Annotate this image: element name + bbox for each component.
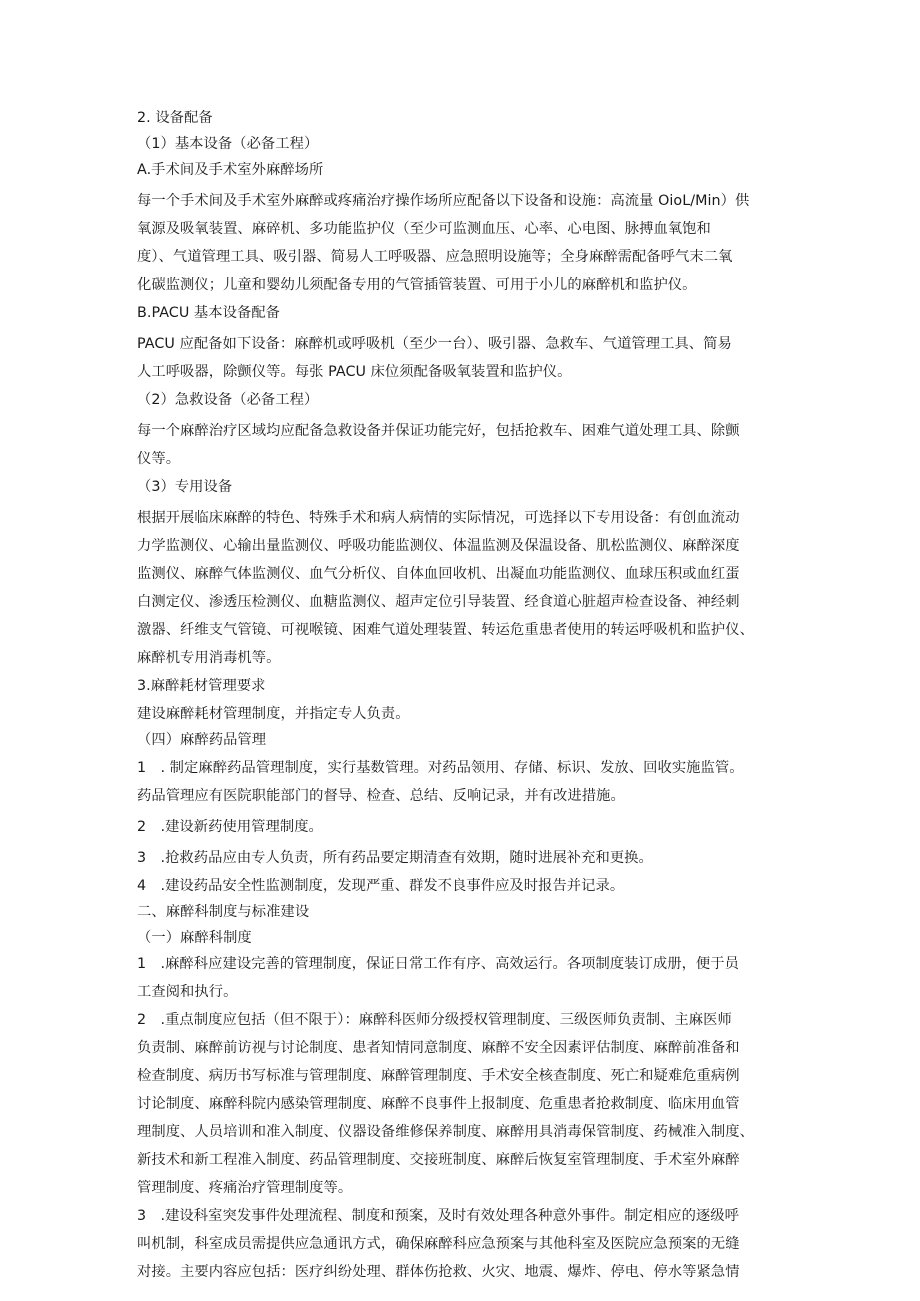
text-line: （一）麻醉科制度 — [137, 930, 252, 946]
text-line: （四）麻醉药品管理 — [137, 732, 267, 748]
line-spacer — [137, 412, 803, 421]
text-line: （1）基本设备（必备工程） — [137, 136, 319, 152]
text-line: 2 .建设新药使用管理制度。 — [137, 819, 323, 835]
line-spacer — [137, 182, 803, 191]
document-body — [137, 108, 803, 1284]
text-line: 麻醉机专用消毒机等。 — [137, 650, 281, 666]
text-line: 仪等。 — [137, 451, 181, 467]
text-line: 对接。主要内容应包括：医疗纠纷处理、群体伤抢救、火灾、地震、爆炸、停电、停水等紧急情 — [137, 1264, 740, 1280]
text-line: 理制度、人员培训和准入制度、仪器设备维修保养制度、麻醉用具消毒保管制度、药械准入制度、 — [137, 1124, 754, 1140]
text-line: 人工呼吸器，除颤仪等。每张 PACU 床位须配备吸氧装置和监护仪。 — [137, 364, 572, 380]
text-line: 叫机制，科室成员需提供应急通讯方式，确保麻醉科应急预案与其他科室及医院应急预案的无缝 — [137, 1236, 740, 1252]
text-line: 1 . 制定麻醉药品管理制度，实行基数管理。对药品领用、存储、标识、发放、回收实施监管。 — [137, 760, 744, 776]
text-line: 度）、气道管理工具、吸引器、简易人工呼吸器、应急照明设施等；全身麻醉需配备呼气末二氧 — [137, 249, 733, 265]
text-line: （3）专用设备 — [137, 479, 233, 495]
text-line: 药品管理应有医院职能部门的督导、检查、总结、反响记录，并有改进措施。 — [137, 788, 625, 804]
text-line: 2 .重点制度应包括（但不限于）：麻醉科医师分级授权管理制度、三级医师负责制、主麻医师 — [137, 1012, 732, 1028]
text-line: 工查阅和执行。 — [137, 984, 238, 1000]
text-line: 3.麻醉耗材管理要求 — [137, 678, 266, 694]
text-line: 二、麻醉科制度与标准建设 — [137, 904, 310, 920]
text-line: 新技术和新工程准入制度、药品管理制度、交接班制度、麻醉后恢复室管理制度、手术室外麻醉 — [137, 1152, 740, 1168]
text-line: 每一个手术间及手术室外麻醉或疼痛治疗操作场所应配备以下设备和设施：高流量 OioL/Min）供 — [137, 193, 750, 209]
text-line: 讨论制度、麻醉科院内感染管理制度、麻醉不良事件上报制度、危重患者抢救制度、临床用血管 — [137, 1096, 740, 1112]
text-line: 监测仪、麻醉气体监测仪、血气分析仪、自体血回收机、出凝血功能监测仪、血球压积或血红蛋 — [137, 566, 740, 582]
text-line: （2）急救设备（必备工程） — [137, 392, 319, 408]
text-line: 管理制度、疼痛治疗管理制度等。 — [137, 1180, 353, 1196]
text-line: B.PACU 基本设备配备 — [137, 305, 281, 321]
line-spacer — [137, 839, 803, 848]
text-line: 检查制度、病历书写标准与管理制度、麻醉管理制度、手术安全核查制度、死亡和疑难危重病例 — [137, 1068, 740, 1084]
text-line: 每一个麻醉治疗区域均应配备急救设备并保证功能完好，包括抢救车、困难气道处理工具、除颤 — [137, 423, 740, 439]
line-spacer — [137, 808, 803, 817]
line-spacer — [137, 325, 803, 334]
text-line: A.手术间及手术室外麻醉场所 — [137, 162, 324, 178]
text-line: 4 .建设药品安全性监测制度，发现严重、群发不良事件应及时报告并记录。 — [137, 878, 625, 894]
text-line: 1 .麻醉科应建设完善的管理制度，保证日常工作有序、高效运行。各项制度装订成册，便于员 — [137, 956, 739, 972]
text-line: 激器、纤维支气管镜、可视喉镜、困难气道处理装置、转运危重患者使用的转运呼吸机和监护仪、 — [137, 622, 754, 638]
text-line: 根据开展临床麻醉的特色、特殊手术和病人病情的实际情况，可选择以下专用设备：有创血流动 — [137, 510, 740, 526]
text-line: 力学监测仪、心输出量监测仪、呼吸功能监测仪、体温监测及保温设备、肌松监测仪、麻醉深度 — [137, 538, 740, 554]
text-line: 3 .建设科室突发事件处理流程、制度和预案，及时有效处理各种意外事件。制定相应的逐级呼 — [137, 1208, 739, 1224]
line-spacer — [137, 499, 803, 508]
text-line: 3 .抢救药品应由专人负责，所有药品要定期清查有效期，随时进展补充和更换。 — [137, 850, 653, 866]
text-line: 化碳监测仪；儿童和婴幼儿须配备专用的气管插管装置、可用于小儿的麻醉机和监护仪。 — [137, 277, 697, 293]
text-line: 氧源及吸氧装置、麻碎机、多功能监护仪（至少可监测血压、心率、心电图、脉搏血氧饱和 — [137, 221, 711, 237]
text-line: 建设麻醉耗材管理制度，并指定专人负责。 — [137, 706, 410, 722]
text-line: 负责制、麻醉前访视与讨论制度、患者知情同意制度、麻醉不安全因素评估制度、麻醉前准备和 — [137, 1040, 740, 1056]
text-line: PACU 应配备如下设备：麻醉机或呼吸机（至少一台）、吸引器、急救车、气道管理工具、简易 — [137, 336, 732, 352]
text-line: 白测定仪、渗透压检测仪、血糖监测仪、超声定位引导装置、经食道心脏超声检查设备、神经刺 — [137, 594, 740, 610]
text-line: 2. 设备配备 — [137, 110, 213, 126]
